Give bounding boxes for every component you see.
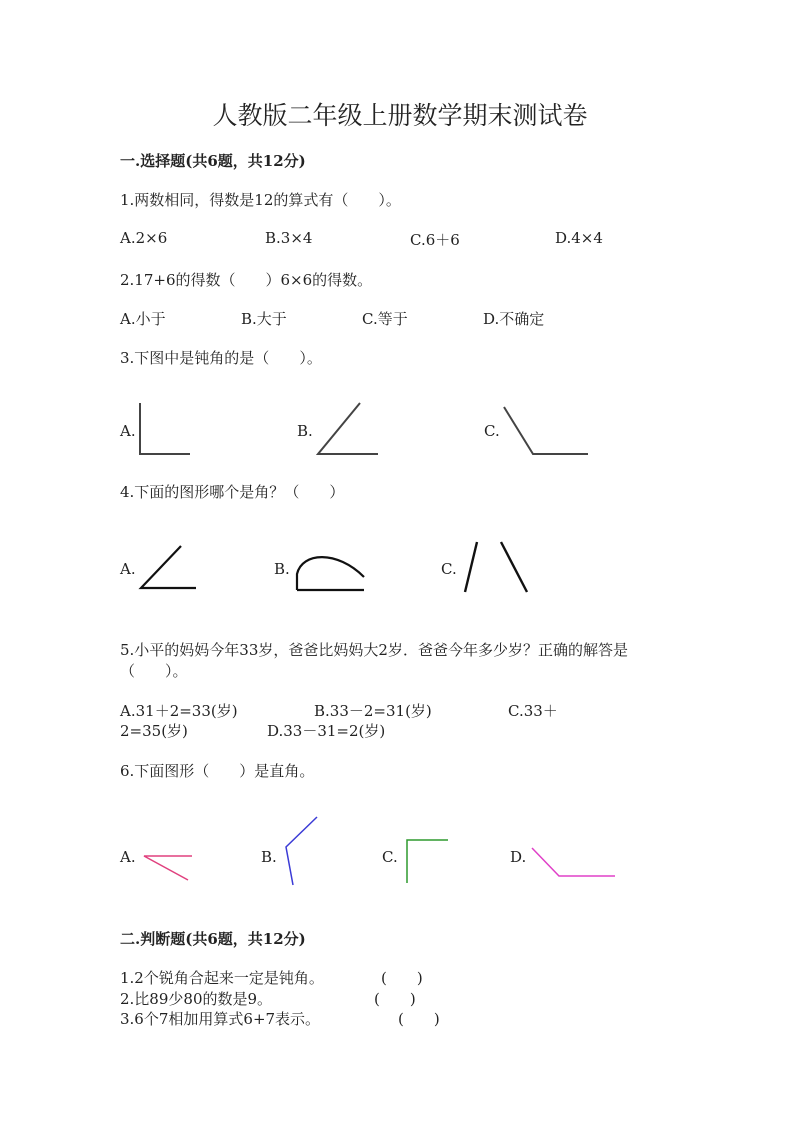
- question-2-option-a[interactable]: A.小于: [120, 310, 166, 328]
- question-1-stem: 1.两数相同，得数是12的算式有（ ）。: [120, 191, 401, 209]
- question-6-figure-c: [402, 835, 454, 887]
- question-2-option-d[interactable]: D.不确定: [483, 310, 545, 328]
- question-1-option-b[interactable]: B.3×4: [265, 229, 313, 247]
- question-4-stem: 4.下面的图形哪个是角？（ ）: [120, 483, 345, 501]
- question-6-option-c[interactable]: C.: [382, 848, 398, 866]
- section-2-heading: 二.判断题(共6题，共12分): [120, 930, 306, 948]
- question-2-option-c[interactable]: C.等于: [362, 310, 408, 328]
- judgment-item-3-answer[interactable]: ( ): [398, 1010, 440, 1028]
- question-3-option-b[interactable]: B.: [297, 422, 313, 440]
- question-4-option-a[interactable]: A.: [120, 560, 136, 578]
- judgment-item-1-answer[interactable]: ( ): [381, 969, 423, 987]
- question-4-figure-b: [292, 552, 370, 594]
- question-5-stem-line-1: 5.小平的妈妈今年33岁，爸爸比妈妈大2岁．爸爸今年多少岁？正确的解答是: [120, 641, 628, 659]
- question-6-option-b[interactable]: B.: [261, 848, 277, 866]
- question-6-figure-a: [140, 850, 200, 885]
- judgment-item-1-text: 1.2个锐角合起来一定是钝角。: [120, 969, 324, 987]
- question-3-option-c[interactable]: C.: [484, 422, 500, 440]
- question-2-stem: 2.17+6的得数（ ）6×6的得数。: [120, 271, 373, 289]
- judgment-item-2-answer[interactable]: ( ): [374, 990, 416, 1008]
- question-3-figure-b: [312, 400, 382, 460]
- question-5-option-d[interactable]: D.33－31=2(岁): [267, 722, 386, 740]
- question-6-figure-b: [280, 812, 325, 890]
- question-6-option-a[interactable]: A.: [120, 848, 136, 866]
- question-2-option-b[interactable]: B.大于: [241, 310, 287, 328]
- question-4-figure-c: [460, 538, 532, 596]
- question-5-stem-line-2: （ ）。: [120, 662, 188, 680]
- page-title: 人教版二年级上册数学期末测试卷: [212, 101, 588, 130]
- question-5-option-b[interactable]: B.33－2=31(岁): [314, 702, 432, 720]
- question-4-figure-a: [138, 543, 200, 593]
- question-4-option-c[interactable]: C.: [441, 560, 457, 578]
- question-4-option-b[interactable]: B.: [274, 560, 290, 578]
- question-5-option-c[interactable]: C.33＋: [508, 702, 558, 720]
- question-3-option-a[interactable]: A.: [120, 422, 136, 440]
- question-3-stem: 3.下图中是钝角的是（ ）。: [120, 349, 322, 367]
- question-6-stem: 6.下面图形（ ）是直角。: [120, 762, 315, 780]
- question-3-figure-c: [500, 400, 595, 460]
- judgment-item-3-text: 3.6个7相加用算式6+7表示。: [120, 1010, 321, 1028]
- section-1-heading: 一.选择题(共6题，共12分): [120, 152, 306, 170]
- question-6-option-d[interactable]: D.: [510, 848, 527, 866]
- question-5-option-a[interactable]: A.31＋2=33(岁): [120, 702, 238, 720]
- question-1-option-a[interactable]: A.2×6: [120, 229, 168, 247]
- question-1-option-d[interactable]: D.4×4: [555, 229, 603, 247]
- question-3-figure-a: [136, 400, 196, 460]
- question-5-option-c-continued: 2=35(岁): [120, 722, 188, 740]
- judgment-item-2-text: 2.比89少80的数是9。: [120, 990, 273, 1008]
- question-1-option-c[interactable]: C.6＋6: [410, 231, 460, 249]
- question-6-figure-d: [528, 843, 620, 883]
